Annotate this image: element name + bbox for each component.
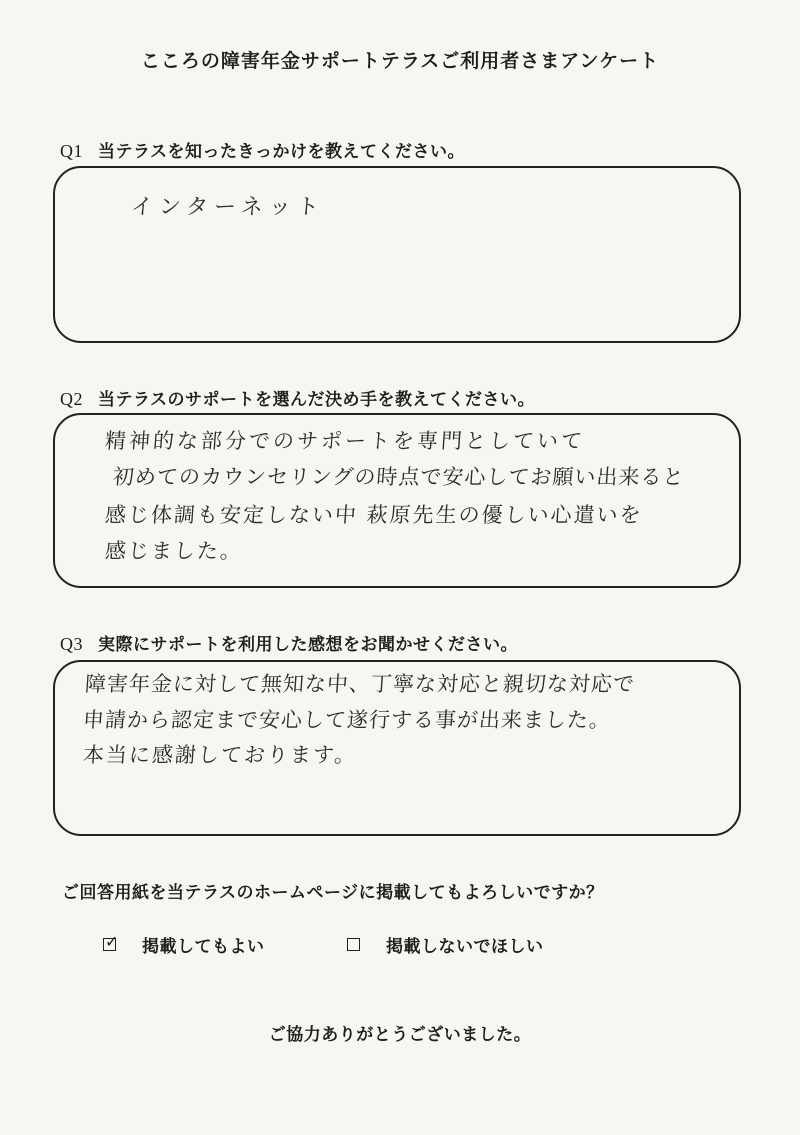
question-1	[60, 137, 465, 162]
question-2	[60, 385, 535, 410]
question-1-text: 当テラスを知ったきっかけを教えてください。	[98, 142, 465, 162]
thanks-message: ご協力ありがとうございました。	[268, 1025, 532, 1045]
answer-2-line-4: 感じました。	[104, 539, 244, 563]
answer-box-2[interactable]	[53, 413, 741, 588]
question-2-text: 当テラスのサポートを選んだ決め手を教えてください。	[98, 390, 535, 410]
question-2-number: Q2	[60, 389, 83, 409]
answer-3-line-1: 障害年金に対して無知な中、丁寧な対応と親切な対応で	[84, 672, 636, 696]
answer-box-1[interactable]	[53, 166, 741, 343]
question-3-text: 実際にサポートを利用した感想をお聞かせください。	[98, 635, 518, 655]
answer-box-3[interactable]	[53, 660, 741, 836]
option-deny[interactable]	[347, 932, 544, 957]
option-allow-label: 掲載してもよい	[142, 937, 265, 957]
option-allow[interactable]	[103, 932, 265, 957]
question-1-number: Q1	[60, 141, 83, 161]
question-3	[60, 630, 518, 655]
answer-1-line-1: インターネット	[129, 195, 326, 220]
answer-3-line-2: 申請から認定まで安心して遂行する事が出来ました。	[82, 708, 612, 732]
option-deny-label: 掲載しないでほしい	[386, 937, 544, 957]
answer-2-line-1: 精神的な部分でのサポートを専門としていて	[104, 429, 586, 453]
checkbox-allow[interactable]	[103, 932, 119, 951]
checkbox-deny[interactable]	[347, 938, 360, 951]
check-mark-icon: ✓	[105, 932, 119, 951]
answer-2-line-2: 初めてのカウンセリングの時点で安心してお願い出来ると	[112, 465, 686, 489]
question-3-number: Q3	[60, 634, 83, 654]
answer-2-line-3: 感じ体調も安定しない中 萩原先生の優しい心遣いを	[104, 503, 644, 527]
answer-3-line-3: 本当に感謝しております。	[82, 743, 359, 767]
survey-title: こころの障害年金サポートテラスご利用者さまアンケート	[140, 50, 660, 72]
permission-question: ご回答用紙を当テラスのホームページに掲載してもよろしいですか？	[62, 883, 604, 903]
